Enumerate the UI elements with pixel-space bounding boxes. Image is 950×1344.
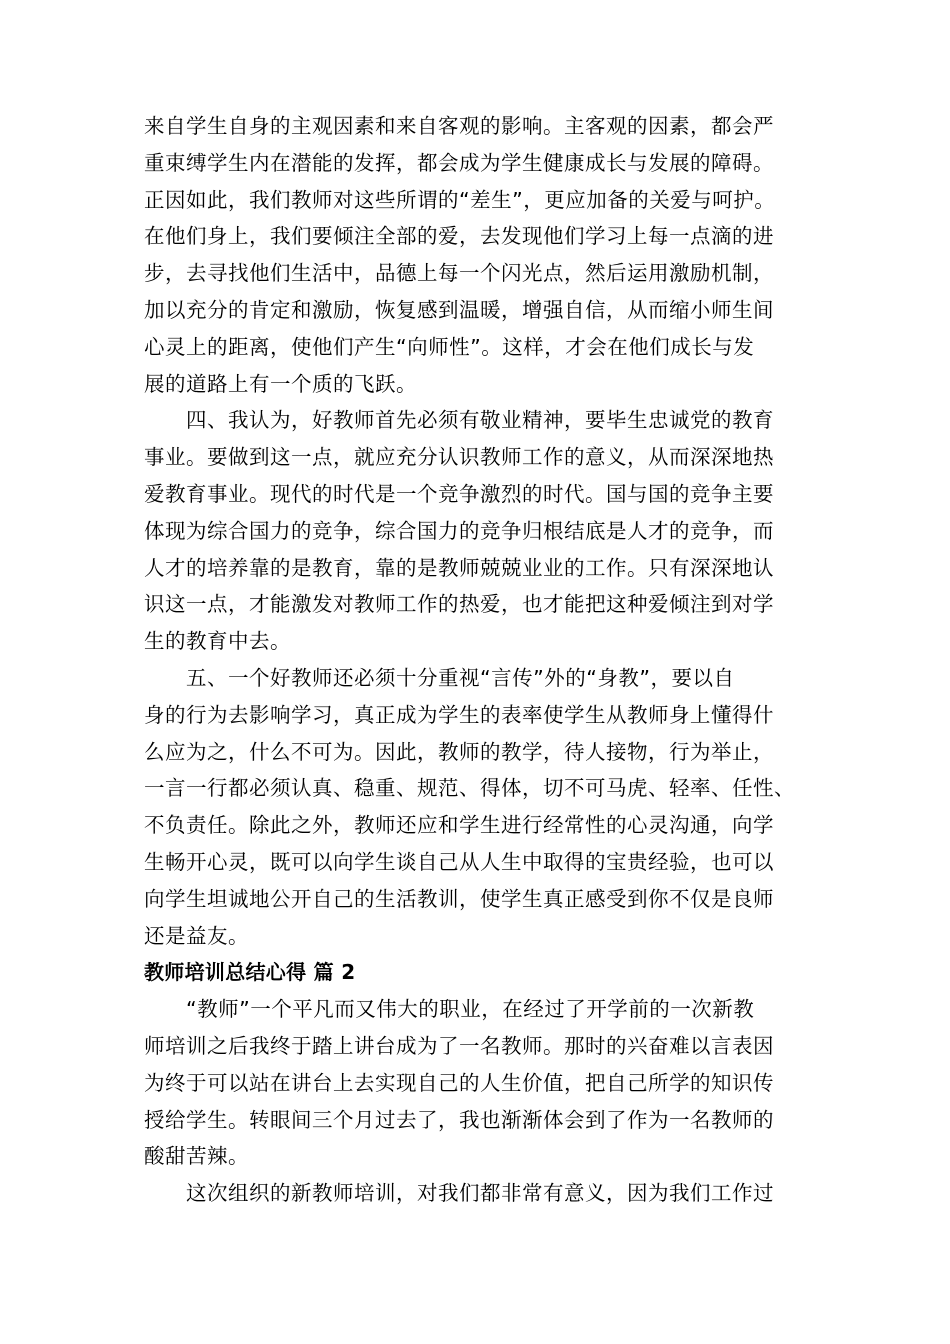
text-line: 爱教育事业。现代的时代是一个竞争激烈的时代。国与国的竞争主要 [144,481,774,506]
text-line: 来自学生自身的主观因素和来自客观的影响。主客观的因素，都会严 [144,114,774,138]
text-line: 四、我认为，好教师首先必须有敬业精神，要毕生忠诚党的教育 [144,408,774,433]
paragraph-3-tail [144,108,820,402]
text-line: 不负责任。除此之外，教师还应和学生进行经常性的心灵沟通，向学 [144,813,774,838]
section-heading: 教师培训总结心得 篇 2 [144,960,356,985]
text-line: 授给学生。转眼间三个月过去了，我也渐渐体会到了作为一名教师的 [144,1107,774,1132]
section2-paragraph-1 [144,991,820,1175]
text-line: 么应为之，什么不可为。因此，教师的教学，待人接物，行为举止， [144,739,774,764]
text-line: 师培训之后我终于踏上讲台成为了一名教师。那时的兴奋难以言表因 [144,1033,774,1058]
text-line: 重束缚学生内在潜能的发挥，都会成为学生健康成长与发展的障碍。 [144,150,774,175]
text-line: 心灵上的距离，使他们产生“向师性”。这样，才会在他们成长与发 [144,334,755,359]
document-body [144,108,820,1212]
text-line: 为终于可以站在讲台上去实现自己的人生价值，把自己所学的知识传 [144,1070,774,1095]
text-line: 人才的培养靠的是教育，靠的是教师兢兢业业的工作。只有深深地认 [144,555,774,580]
text-line: 酸甜苦辣。 [144,1144,249,1169]
text-line: 这次组织的新教师培训，对我们都非常有意义，因为我们工作过 [144,1181,774,1206]
text-line: “教师”一个平凡而又伟大的职业，在经过了开学前的一次新教 [144,997,755,1022]
text-line: 生畅开心灵，既可以向学生谈自己从人生中取得的宝贵经验，也可以 [144,849,774,874]
text-line: 身的行为去影响学习，真正成为学生的表率使学生从教师身上懂得什 [144,702,774,727]
text-line: 向学生坦诚地公开自己的生活教训，使学生真正感受到你不仅是良师 [144,886,774,911]
text-line: 加以充分的肯定和激励，恢复感到温暖，增强自信，从而缩小师生间 [144,297,774,322]
text-line: 在他们身上，我们要倾注全部的爱，去发现他们学习上每一点滴的进 [144,224,774,249]
text-line: 事业。要做到这一点，就应充分认识教师工作的意义，从而深深地热 [144,445,774,470]
paragraph-4 [144,402,820,660]
text-line: 一言一行都必须认真、稳重、规范、得体，切不可马虎、轻率、任性、 [144,776,795,801]
text-line: 步，去寻找他们生活中，品德上每一个闪光点，然后运用激励机制， [144,261,774,286]
text-line: 体现为综合国力的竞争，综合国力的竞争归根结底是人才的竞争，而 [144,518,774,543]
text-line: 还是益友。 [144,923,249,948]
text-line: 识这一点，才能激发对教师工作的热爱，也才能把这种爱倾注到对学 [144,592,774,617]
text-line: 展的道路上有一个质的飞跃。 [144,371,417,396]
text-line: 生的教育中去。 [144,629,291,654]
text-line: 正因如此，我们教师对这些所谓的“差生”，更应加备的关爱与呵护。 [144,187,776,212]
section2-paragraph-2 [144,1175,820,1212]
text-line: 五、一个好教师还必须十分重视“言传”外的“身教”，要以自 [144,665,735,690]
paragraph-5 [144,660,820,954]
